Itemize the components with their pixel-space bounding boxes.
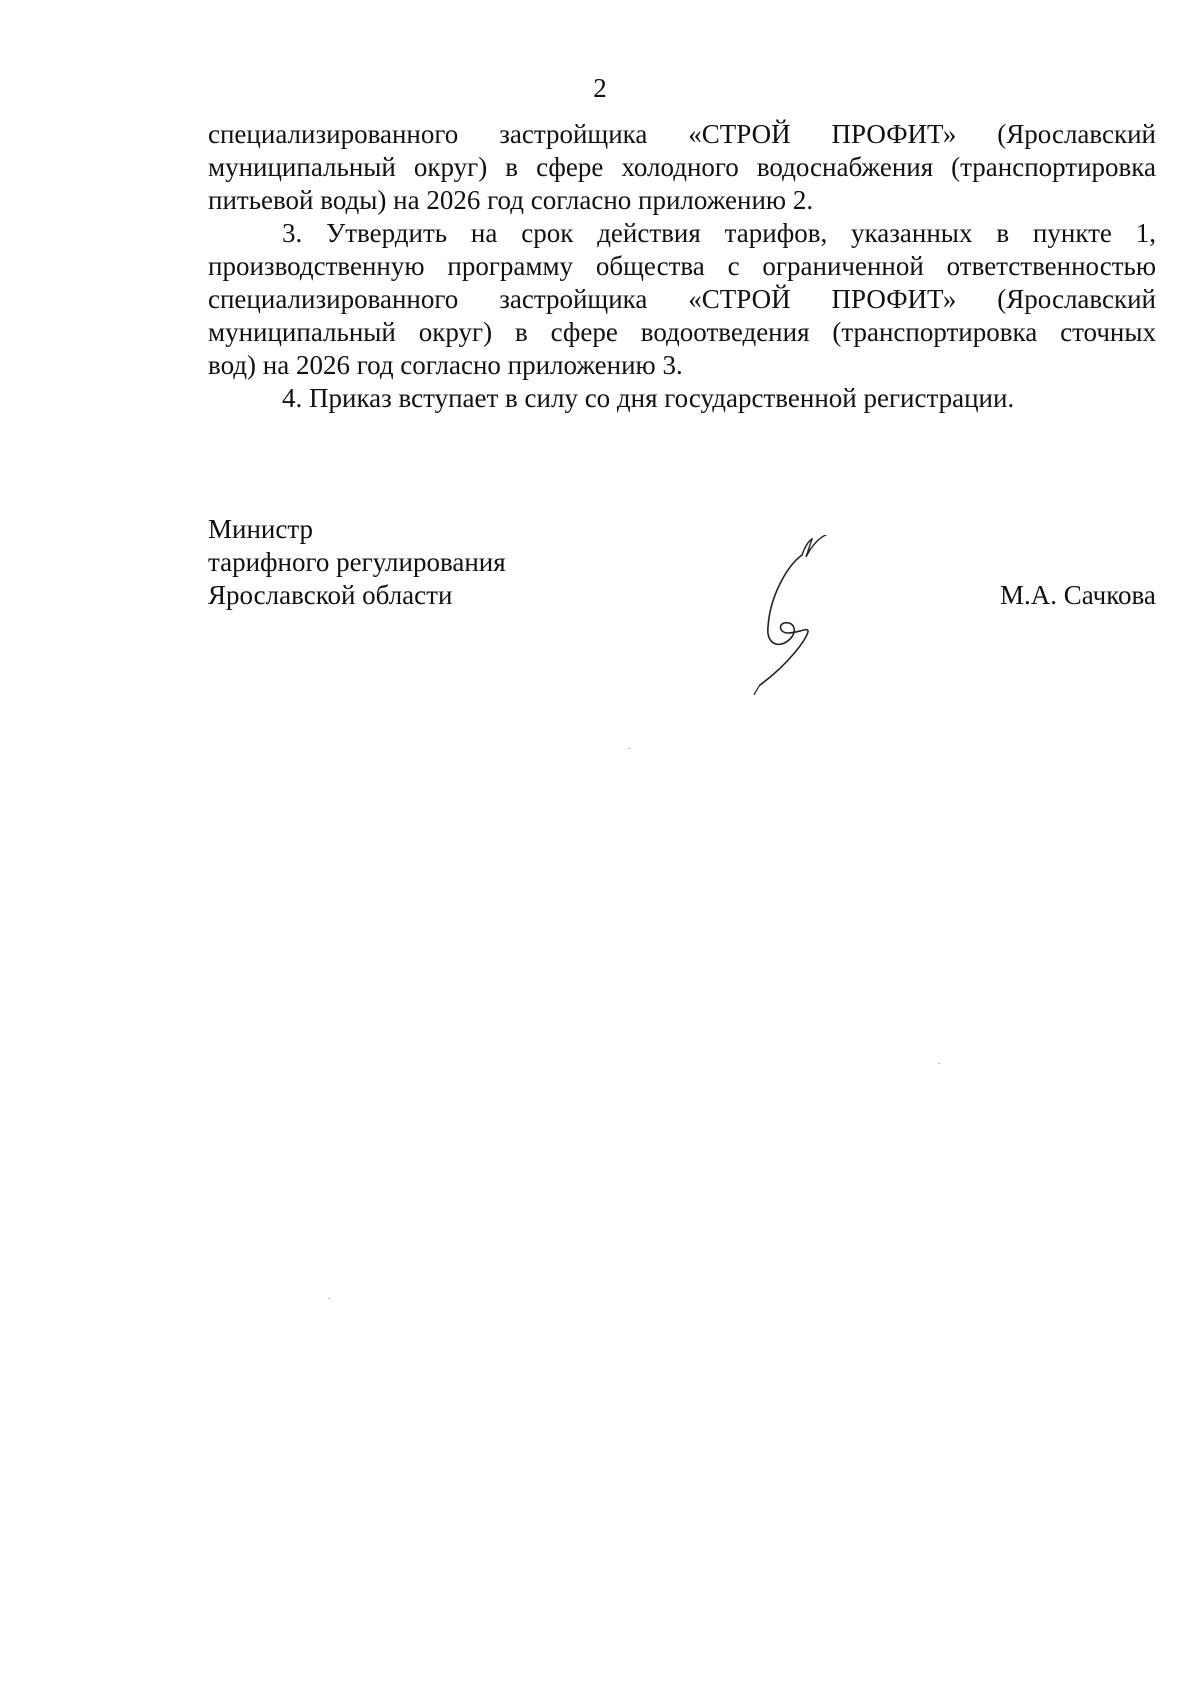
- body-line-8: вод) на 2026 год согласно приложению 3.: [208, 350, 683, 380]
- position-line-1: Министр: [208, 514, 313, 544]
- body-line-3: питьевой воды) на 2026 год согласно приложению 2.: [208, 185, 814, 215]
- body-line-5: производственную программу общества с ограниченной ответственностью: [208, 251, 1156, 281]
- scan-speck: [328, 1298, 330, 1299]
- signatory-position: [208, 513, 506, 612]
- body-line-9: 4. Приказ вступает в силу со дня государственной регистрации.: [282, 383, 1015, 413]
- signer-name: М.А. Сачкова: [1000, 580, 1156, 610]
- scan-speck: [628, 748, 630, 749]
- handwritten-signature: [750, 535, 870, 695]
- body-line-1: специализированного застройщика «СТРОЙ ПРОФИТ» (Ярославский: [208, 119, 1156, 149]
- scan-speck: [938, 1063, 940, 1064]
- document-body: [208, 118, 1156, 415]
- body-line-7: муниципальный округ) в сфере водоотведения (транспортировка сточных: [208, 317, 1156, 347]
- body-line-2: муниципальный округ) в сфере холодного водоснабжения (транспортировка: [208, 152, 1156, 182]
- page-number: 2: [593, 73, 607, 103]
- body-line-4: 3. Утвердить на срок действия тарифов, указанных в пункте 1,: [282, 218, 1156, 248]
- position-line-2: тарифного регулирования: [208, 547, 506, 577]
- position-line-3: Ярославской области: [208, 580, 453, 610]
- body-line-6: специализированного застройщика «СТРОЙ ПРОФИТ» (Ярославский: [208, 284, 1156, 314]
